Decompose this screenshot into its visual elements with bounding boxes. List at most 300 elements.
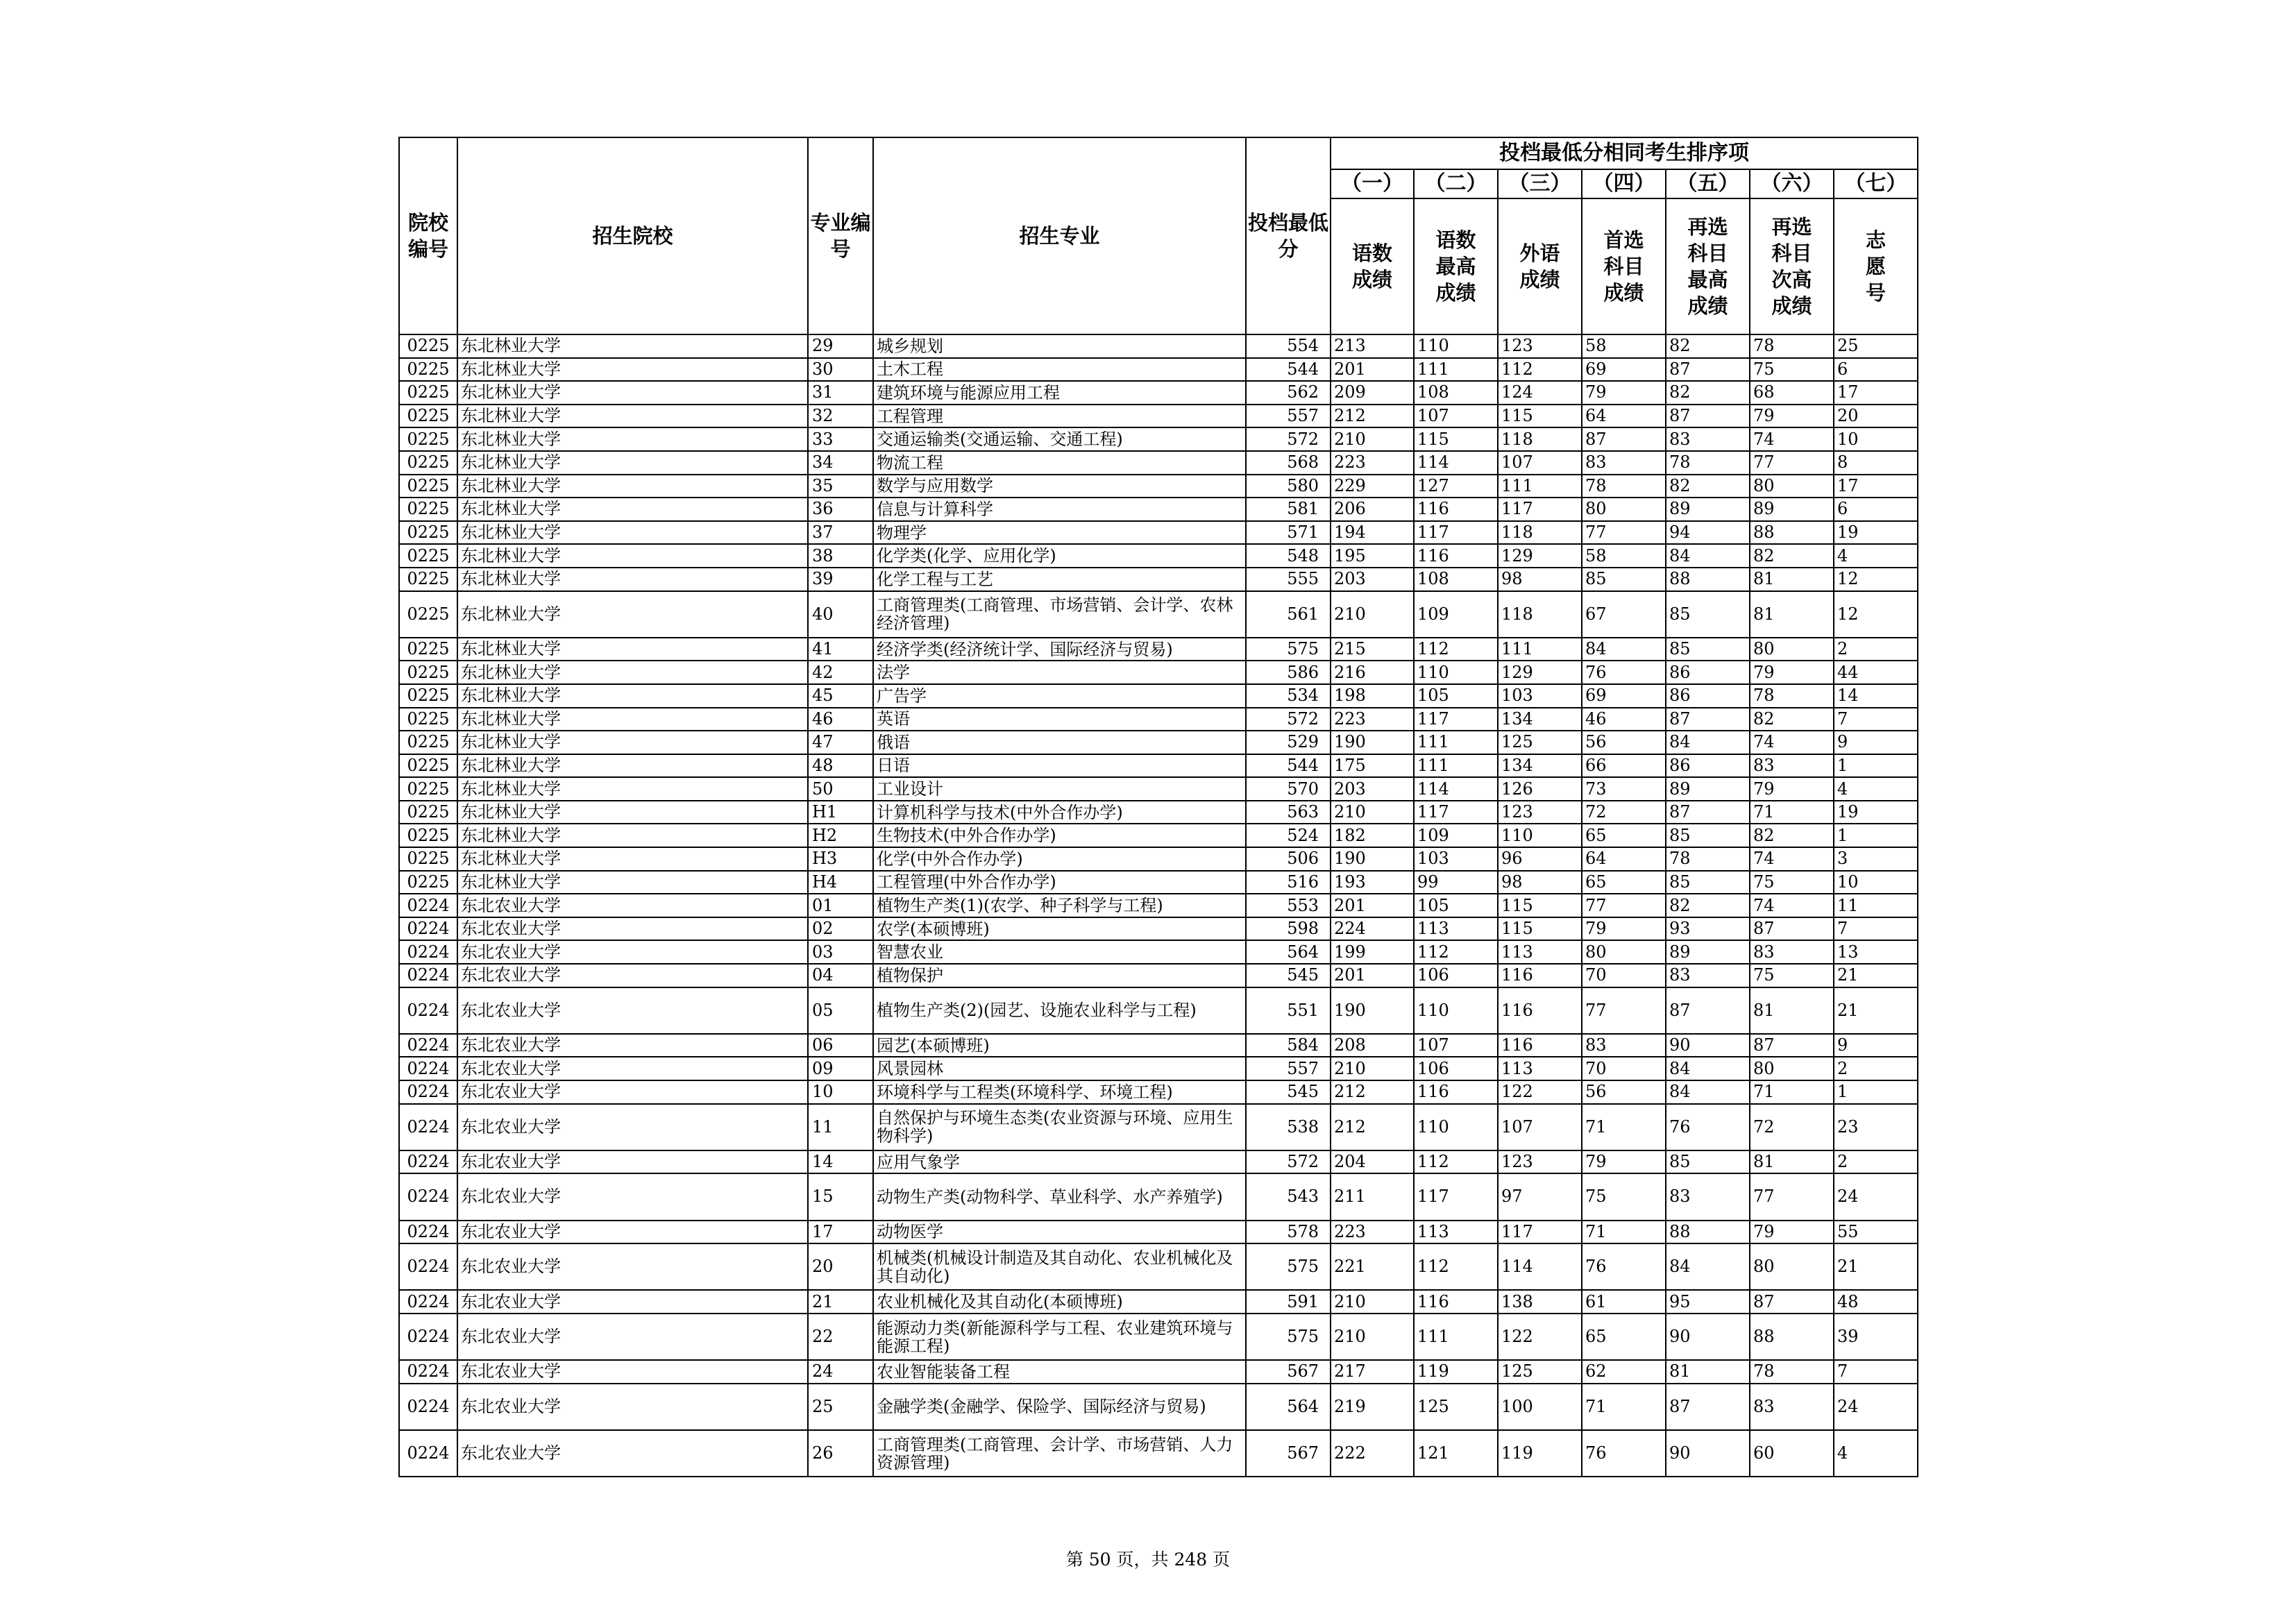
- rank3-cell: 98: [1498, 871, 1582, 894]
- rank4-cell: 66: [1582, 754, 1666, 778]
- rank7-cell: 19: [1834, 801, 1918, 824]
- rank3-cell: 116: [1498, 987, 1582, 1034]
- rank6-cell: 75: [1750, 358, 1834, 382]
- rank5-cell: 87: [1666, 405, 1750, 428]
- rank2-cell: 112: [1414, 1243, 1498, 1290]
- rank3-cell: 134: [1498, 708, 1582, 731]
- school-code-cell: 0224: [399, 1430, 457, 1477]
- school-name-cell: 东北农业大学: [457, 1360, 808, 1384]
- major-name-cell: 能源动力类(新能源科学与工程、农业建筑环境与能源工程): [873, 1314, 1246, 1360]
- rank6-cell: 82: [1750, 708, 1834, 731]
- min-score-cell: 554: [1246, 334, 1331, 358]
- school-code-cell: 0225: [399, 521, 457, 545]
- rank2-cell: 115: [1414, 427, 1498, 451]
- school-code-cell: 0224: [399, 1034, 457, 1057]
- rank2-cell: 111: [1414, 358, 1498, 382]
- major-code-cell: 15: [808, 1173, 873, 1220]
- rank4-cell: 72: [1582, 801, 1666, 824]
- school-name-cell: 东北林业大学: [457, 824, 808, 847]
- school-code-cell: 0225: [399, 708, 457, 731]
- rank1-cell: 201: [1331, 358, 1414, 382]
- rank4-cell: 69: [1582, 684, 1666, 708]
- rank3-cell: 125: [1498, 1360, 1582, 1384]
- table-row: [399, 1430, 1918, 1477]
- major-name-cell: 工程管理(中外合作办学): [873, 871, 1246, 894]
- rank6-cell: 77: [1750, 1173, 1834, 1220]
- rank7-cell: 39: [1834, 1314, 1918, 1360]
- header-school-code: 院校编号: [399, 137, 457, 334]
- rank1-cell: 204: [1331, 1150, 1414, 1174]
- major-name-cell: 建筑环境与能源应用工程: [873, 381, 1246, 405]
- rank6-cell: 87: [1750, 917, 1834, 941]
- rank1-cell: 190: [1331, 731, 1414, 754]
- school-name-cell: 东北林业大学: [457, 777, 808, 801]
- major-name-cell: 法学: [873, 661, 1246, 684]
- rank7-cell: 44: [1834, 661, 1918, 684]
- major-name-cell: 环境科学与工程类(环境科学、环境工程): [873, 1080, 1246, 1104]
- table-row: [399, 1080, 1918, 1104]
- rank2-cell: 109: [1414, 591, 1498, 638]
- rank7-cell: 7: [1834, 708, 1918, 731]
- header-sub-7: 志愿号: [1834, 198, 1918, 334]
- table-row: [399, 1173, 1918, 1220]
- rank4-cell: 61: [1582, 1290, 1666, 1314]
- rank4-cell: 75: [1582, 1173, 1666, 1220]
- school-code-cell: 0225: [399, 847, 457, 871]
- table-row: [399, 731, 1918, 754]
- rank2-cell: 114: [1414, 777, 1498, 801]
- rank5-cell: 78: [1666, 451, 1750, 475]
- rank6-cell: 79: [1750, 777, 1834, 801]
- rank2-cell: 110: [1414, 661, 1498, 684]
- school-code-cell: 0225: [399, 638, 457, 661]
- min-score-cell: 548: [1246, 544, 1331, 568]
- table-row: [399, 777, 1918, 801]
- rank1-cell: 194: [1331, 521, 1414, 545]
- header-ordinal-4: （四）: [1582, 169, 1666, 198]
- major-code-cell: 36: [808, 498, 873, 521]
- major-code-cell: 38: [808, 544, 873, 568]
- school-code-cell: 0225: [399, 498, 457, 521]
- rank5-cell: 82: [1666, 475, 1750, 498]
- table-row: [399, 638, 1918, 661]
- rank5-cell: 85: [1666, 1150, 1750, 1174]
- school-name-cell: 东北农业大学: [457, 894, 808, 917]
- school-code-cell: 0225: [399, 334, 457, 358]
- rank5-cell: 85: [1666, 591, 1750, 638]
- major-code-cell: 32: [808, 405, 873, 428]
- rank3-cell: 134: [1498, 754, 1582, 778]
- major-name-cell: 自然保护与环境生态类(农业资源与环境、应用生物科学): [873, 1104, 1246, 1150]
- rank2-cell: 112: [1414, 638, 1498, 661]
- rank5-cell: 85: [1666, 638, 1750, 661]
- rank4-cell: 64: [1582, 847, 1666, 871]
- rank5-cell: 82: [1666, 381, 1750, 405]
- school-code-cell: 0224: [399, 1314, 457, 1360]
- rank7-cell: 17: [1834, 475, 1918, 498]
- rank3-cell: 97: [1498, 1173, 1582, 1220]
- rank5-cell: 83: [1666, 427, 1750, 451]
- table-row: [399, 1360, 1918, 1384]
- major-name-cell: 广告学: [873, 684, 1246, 708]
- school-name-cell: 东北农业大学: [457, 917, 808, 941]
- rank7-cell: 12: [1834, 591, 1918, 638]
- rank6-cell: 79: [1750, 405, 1834, 428]
- rank1-cell: 212: [1331, 1080, 1414, 1104]
- rank7-cell: 4: [1834, 1430, 1918, 1477]
- rank1-cell: 210: [1331, 1057, 1414, 1080]
- major-code-cell: H1: [808, 801, 873, 824]
- header-sub-1: 语数成绩: [1331, 198, 1414, 334]
- rank1-cell: 211: [1331, 1173, 1414, 1220]
- rank4-cell: 56: [1582, 1080, 1666, 1104]
- school-code-cell: 0224: [399, 1080, 457, 1104]
- major-name-cell: 园艺(本硕博班): [873, 1034, 1246, 1057]
- table-row: [399, 521, 1918, 545]
- rank3-cell: 114: [1498, 1243, 1582, 1290]
- rank3-cell: 117: [1498, 1221, 1582, 1244]
- rank5-cell: 93: [1666, 917, 1750, 941]
- school-code-cell: 0224: [399, 894, 457, 917]
- rank3-cell: 112: [1498, 358, 1582, 382]
- table-row: [399, 987, 1918, 1034]
- rank3-cell: 115: [1498, 917, 1582, 941]
- header-ordinal-7: （七）: [1834, 169, 1918, 198]
- school-code-cell: 0224: [399, 964, 457, 987]
- rank6-cell: 75: [1750, 871, 1834, 894]
- rank4-cell: 79: [1582, 381, 1666, 405]
- rank4-cell: 79: [1582, 917, 1666, 941]
- min-score-cell: 575: [1246, 1314, 1331, 1360]
- school-code-cell: 0225: [399, 405, 457, 428]
- school-code-cell: 0225: [399, 731, 457, 754]
- table-body: [399, 334, 1918, 1477]
- table-row: [399, 940, 1918, 964]
- school-code-cell: 0225: [399, 358, 457, 382]
- rank2-cell: 112: [1414, 1150, 1498, 1174]
- table-row: [399, 381, 1918, 405]
- rank7-cell: 6: [1834, 498, 1918, 521]
- major-name-cell: 动物医学: [873, 1221, 1246, 1244]
- rank4-cell: 79: [1582, 1150, 1666, 1174]
- rank2-cell: 117: [1414, 801, 1498, 824]
- rank6-cell: 81: [1750, 591, 1834, 638]
- school-name-cell: 东北林业大学: [457, 591, 808, 638]
- school-name-cell: 东北农业大学: [457, 987, 808, 1034]
- header-group-title: 投档最低分相同考生排序项: [1331, 137, 1918, 169]
- school-name-cell: 东北林业大学: [457, 451, 808, 475]
- rank7-cell: 9: [1834, 1034, 1918, 1057]
- rank4-cell: 73: [1582, 777, 1666, 801]
- major-name-cell: 化学(中外合作办学): [873, 847, 1246, 871]
- major-name-cell: 日语: [873, 754, 1246, 778]
- table-row: [399, 871, 1918, 894]
- table-row: [399, 1104, 1918, 1150]
- rank2-cell: 114: [1414, 451, 1498, 475]
- school-name-cell: 东北农业大学: [457, 1104, 808, 1150]
- min-score-cell: 581: [1246, 498, 1331, 521]
- school-code-cell: 0225: [399, 591, 457, 638]
- rank6-cell: 87: [1750, 1034, 1834, 1057]
- major-name-cell: 物理学: [873, 521, 1246, 545]
- rank6-cell: 72: [1750, 1104, 1834, 1150]
- rank1-cell: 223: [1331, 1221, 1414, 1244]
- rank2-cell: 111: [1414, 754, 1498, 778]
- table-row: [399, 754, 1918, 778]
- school-name-cell: 东北林业大学: [457, 684, 808, 708]
- min-score-cell: 557: [1246, 405, 1331, 428]
- major-name-cell: 工程管理: [873, 405, 1246, 428]
- rank5-cell: 84: [1666, 544, 1750, 568]
- min-score-cell: 591: [1246, 1290, 1331, 1314]
- rank2-cell: 105: [1414, 894, 1498, 917]
- major-code-cell: 11: [808, 1104, 873, 1150]
- rank1-cell: 175: [1331, 754, 1414, 778]
- rank7-cell: 7: [1834, 917, 1918, 941]
- major-code-cell: 22: [808, 1314, 873, 1360]
- school-code-cell: 0224: [399, 1173, 457, 1220]
- rank3-cell: 125: [1498, 731, 1582, 754]
- rank7-cell: 7: [1834, 1360, 1918, 1384]
- major-name-cell: 数学与应用数学: [873, 475, 1246, 498]
- min-score-cell: 534: [1246, 684, 1331, 708]
- rank3-cell: 129: [1498, 661, 1582, 684]
- school-name-cell: 东北农业大学: [457, 1290, 808, 1314]
- school-code-cell: 0224: [399, 940, 457, 964]
- rank4-cell: 76: [1582, 1243, 1666, 1290]
- rank5-cell: 87: [1666, 1384, 1750, 1430]
- rank5-cell: 86: [1666, 754, 1750, 778]
- major-code-cell: 25: [808, 1384, 873, 1430]
- rank5-cell: 87: [1666, 358, 1750, 382]
- rank3-cell: 115: [1498, 405, 1582, 428]
- header-ordinal-2: （二）: [1414, 169, 1498, 198]
- school-name-cell: 东北林业大学: [457, 847, 808, 871]
- school-name-cell: 东北林业大学: [457, 427, 808, 451]
- header-ordinal-1: （一）: [1331, 169, 1414, 198]
- rank6-cell: 88: [1750, 1314, 1834, 1360]
- rank5-cell: 86: [1666, 684, 1750, 708]
- rank6-cell: 68: [1750, 381, 1834, 405]
- rank6-cell: 79: [1750, 661, 1834, 684]
- school-name-cell: 东北林业大学: [457, 661, 808, 684]
- rank3-cell: 118: [1498, 427, 1582, 451]
- min-score-cell: 572: [1246, 427, 1331, 451]
- rank1-cell: 210: [1331, 1314, 1414, 1360]
- rank4-cell: 85: [1582, 568, 1666, 591]
- rank2-cell: 117: [1414, 708, 1498, 731]
- table-row: [399, 544, 1918, 568]
- major-code-cell: 34: [808, 451, 873, 475]
- rank2-cell: 110: [1414, 1104, 1498, 1150]
- rank6-cell: 78: [1750, 334, 1834, 358]
- header-major-code: 专业编号: [808, 137, 873, 334]
- header-min-score: 投档最低分: [1246, 137, 1331, 334]
- rank3-cell: 138: [1498, 1290, 1582, 1314]
- major-name-cell: 风景园林: [873, 1057, 1246, 1080]
- major-code-cell: 09: [808, 1057, 873, 1080]
- rank7-cell: 2: [1834, 638, 1918, 661]
- rank4-cell: 62: [1582, 1360, 1666, 1384]
- rank7-cell: 21: [1834, 1243, 1918, 1290]
- min-score-cell: 586: [1246, 661, 1331, 684]
- rank7-cell: 23: [1834, 1104, 1918, 1150]
- major-name-cell: 城乡规划: [873, 334, 1246, 358]
- school-code-cell: 0225: [399, 544, 457, 568]
- rank7-cell: 1: [1834, 754, 1918, 778]
- major-code-cell: 26: [808, 1430, 873, 1477]
- major-code-cell: 21: [808, 1290, 873, 1314]
- rank5-cell: 94: [1666, 521, 1750, 545]
- table-row: [399, 801, 1918, 824]
- rank2-cell: 127: [1414, 475, 1498, 498]
- rank3-cell: 123: [1498, 334, 1582, 358]
- min-score-cell: 564: [1246, 1384, 1331, 1430]
- rank7-cell: 4: [1834, 777, 1918, 801]
- header-ordinal-5: （五）: [1666, 169, 1750, 198]
- rank2-cell: 109: [1414, 824, 1498, 847]
- rank4-cell: 71: [1582, 1384, 1666, 1430]
- school-name-cell: 东北林业大学: [457, 334, 808, 358]
- rank7-cell: 55: [1834, 1221, 1918, 1244]
- rank6-cell: 81: [1750, 987, 1834, 1034]
- min-score-cell: 584: [1246, 1034, 1331, 1057]
- rank6-cell: 78: [1750, 1360, 1834, 1384]
- rank5-cell: 85: [1666, 824, 1750, 847]
- min-score-cell: 555: [1246, 568, 1331, 591]
- rank5-cell: 87: [1666, 708, 1750, 731]
- table-row: [399, 917, 1918, 941]
- table-row: [399, 1034, 1918, 1057]
- min-score-cell: 598: [1246, 917, 1331, 941]
- rank4-cell: 70: [1582, 964, 1666, 987]
- major-name-cell: 动物生产类(动物科学、草业科学、水产养殖学): [873, 1173, 1246, 1220]
- rank1-cell: 223: [1331, 451, 1414, 475]
- rank7-cell: 8: [1834, 451, 1918, 475]
- school-name-cell: 东北农业大学: [457, 1314, 808, 1360]
- rank2-cell: 125: [1414, 1384, 1498, 1430]
- table-row: [399, 427, 1918, 451]
- rank4-cell: 83: [1582, 1034, 1666, 1057]
- rank4-cell: 83: [1582, 451, 1666, 475]
- major-name-cell: 植物保护: [873, 964, 1246, 987]
- rank1-cell: 201: [1331, 894, 1414, 917]
- rank6-cell: 74: [1750, 847, 1834, 871]
- rank5-cell: 81: [1666, 1360, 1750, 1384]
- rank3-cell: 129: [1498, 544, 1582, 568]
- header-ordinal-6: （六）: [1750, 169, 1834, 198]
- rank6-cell: 82: [1750, 544, 1834, 568]
- table-row: [399, 824, 1918, 847]
- rank5-cell: 84: [1666, 1080, 1750, 1104]
- rank1-cell: 198: [1331, 684, 1414, 708]
- school-code-cell: 0225: [399, 661, 457, 684]
- major-code-cell: 06: [808, 1034, 873, 1057]
- rank6-cell: 81: [1750, 1150, 1834, 1174]
- rank7-cell: 10: [1834, 871, 1918, 894]
- rank3-cell: 117: [1498, 498, 1582, 521]
- rank2-cell: 117: [1414, 521, 1498, 545]
- school-name-cell: 东北农业大学: [457, 1034, 808, 1057]
- rank5-cell: 90: [1666, 1430, 1750, 1477]
- rank3-cell: 113: [1498, 940, 1582, 964]
- rank3-cell: 123: [1498, 801, 1582, 824]
- min-score-cell: 561: [1246, 591, 1331, 638]
- table-row: [399, 684, 1918, 708]
- rank4-cell: 65: [1582, 824, 1666, 847]
- rank2-cell: 106: [1414, 1057, 1498, 1080]
- rank5-cell: 88: [1666, 568, 1750, 591]
- table-row: [399, 1290, 1918, 1314]
- min-score-cell: 543: [1246, 1173, 1331, 1220]
- school-code-cell: 0225: [399, 568, 457, 591]
- table-row: [399, 847, 1918, 871]
- major-name-cell: 应用气象学: [873, 1150, 1246, 1174]
- rank6-cell: 79: [1750, 1221, 1834, 1244]
- min-score-cell: 529: [1246, 731, 1331, 754]
- school-code-cell: 0225: [399, 777, 457, 801]
- school-name-cell: 东北林业大学: [457, 358, 808, 382]
- rank5-cell: 82: [1666, 334, 1750, 358]
- rank2-cell: 116: [1414, 1290, 1498, 1314]
- min-score-cell: 563: [1246, 801, 1331, 824]
- table-row: [399, 1150, 1918, 1174]
- school-name-cell: 东北农业大学: [457, 1057, 808, 1080]
- table-row: [399, 334, 1918, 358]
- major-name-cell: 计算机科学与技术(中外合作办学): [873, 801, 1246, 824]
- rank1-cell: 212: [1331, 1104, 1414, 1150]
- school-code-cell: 0224: [399, 1384, 457, 1430]
- header-major-name: 招生专业: [873, 137, 1246, 334]
- rank3-cell: 124: [1498, 381, 1582, 405]
- rank4-cell: 64: [1582, 405, 1666, 428]
- rank4-cell: 80: [1582, 940, 1666, 964]
- rank5-cell: 85: [1666, 871, 1750, 894]
- rank3-cell: 110: [1498, 824, 1582, 847]
- school-code-cell: 0224: [399, 1104, 457, 1150]
- rank7-cell: 6: [1834, 358, 1918, 382]
- rank7-cell: 2: [1834, 1057, 1918, 1080]
- rank3-cell: 123: [1498, 1150, 1582, 1174]
- rank3-cell: 96: [1498, 847, 1582, 871]
- rank5-cell: 95: [1666, 1290, 1750, 1314]
- min-score-cell: 575: [1246, 1243, 1331, 1290]
- min-score-cell: 567: [1246, 1360, 1331, 1384]
- min-score-cell: 578: [1246, 1221, 1331, 1244]
- rank6-cell: 83: [1750, 940, 1834, 964]
- major-name-cell: 化学类(化学、应用化学): [873, 544, 1246, 568]
- rank1-cell: 215: [1331, 638, 1414, 661]
- school-name-cell: 东北林业大学: [457, 405, 808, 428]
- min-score-cell: 545: [1246, 964, 1331, 987]
- rank4-cell: 70: [1582, 1057, 1666, 1080]
- major-name-cell: 工商管理类(工商管理、市场营销、会计学、农林经济管理): [873, 591, 1246, 638]
- rank7-cell: 19: [1834, 521, 1918, 545]
- rank2-cell: 105: [1414, 684, 1498, 708]
- rank7-cell: 10: [1834, 427, 1918, 451]
- min-score-cell: 580: [1246, 475, 1331, 498]
- school-name-cell: 东北农业大学: [457, 1173, 808, 1220]
- major-name-cell: 俄语: [873, 731, 1246, 754]
- table-row: [399, 498, 1918, 521]
- rank6-cell: 77: [1750, 451, 1834, 475]
- school-code-cell: 0225: [399, 381, 457, 405]
- table-row: [399, 405, 1918, 428]
- rank7-cell: 13: [1834, 940, 1918, 964]
- rank4-cell: 69: [1582, 358, 1666, 382]
- rank7-cell: 2: [1834, 1150, 1918, 1174]
- rank7-cell: 11: [1834, 894, 1918, 917]
